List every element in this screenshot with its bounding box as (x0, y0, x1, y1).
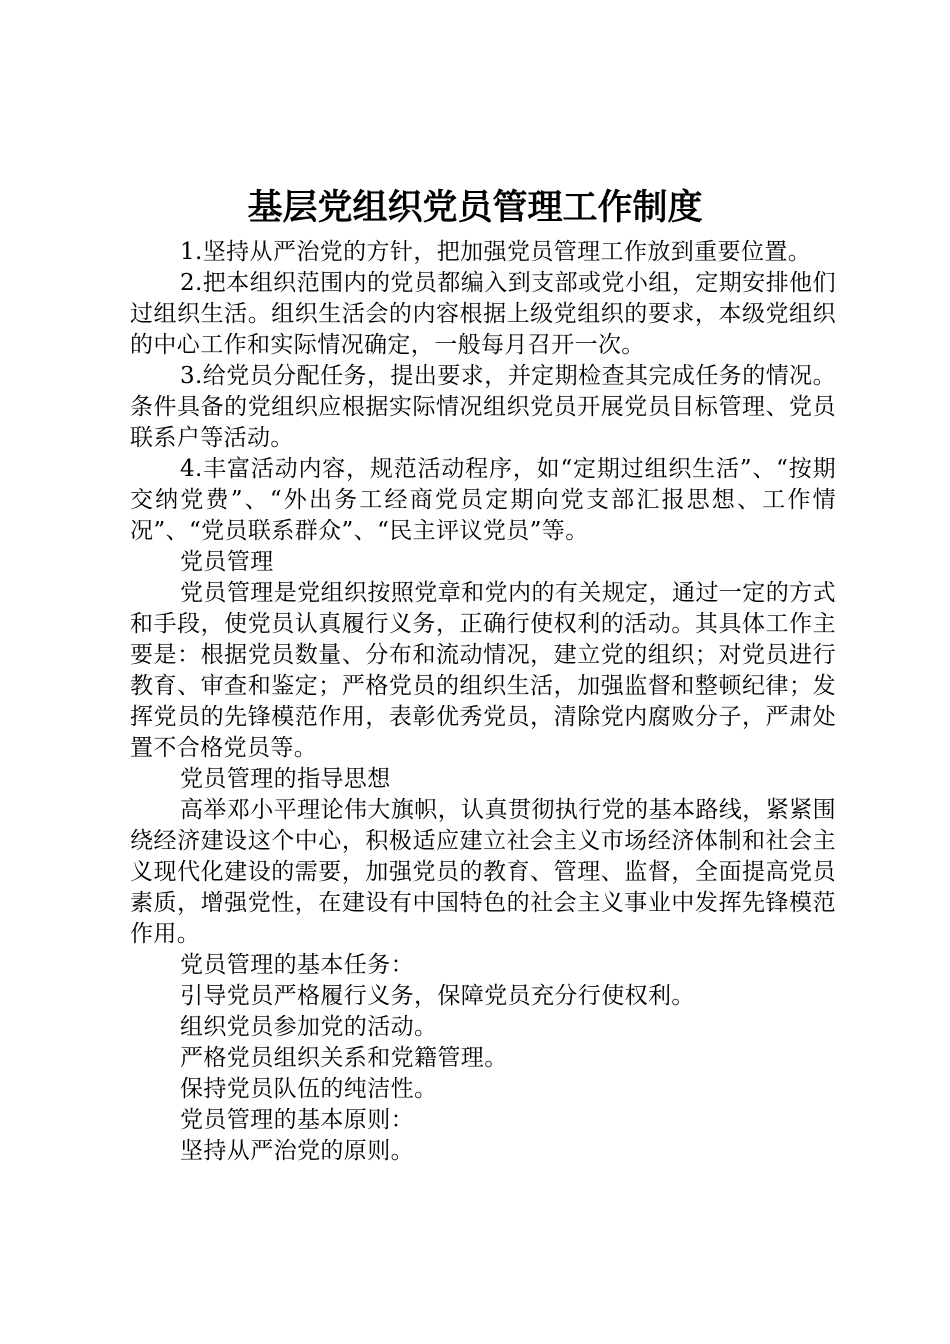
task-item-2: 组织党员参加党的活动。 (180, 1014, 438, 1040)
task-item-1: 引导党员严格履行义务，保障党员充分行使权利。 (180, 983, 695, 1009)
paragraph-1: 1.坚持从严治党的方针，把加强党员管理工作放到重要位置。 (180, 239, 812, 265)
document-title: 基层党组织党员管理工作制度 (247, 187, 703, 228)
principle-item-1: 坚持从严治党的原则。 (180, 1138, 414, 1164)
task-item-3: 严格党员组织关系和党籍管理。 (180, 1045, 508, 1071)
paragraph-guiding-ideology: 高举邓小平理论伟大旗帜，认真贯彻执行党的基本路线，紧紧围绕经济建设这个中心，积极适应建立社会主义市场经济体制和社会主义现代化建设的需要，加强党员的教育、管理、监督，全面提高党员素质，增强党性，在建设有中国特色的社会主义事业中发挥先锋模范作用。 (130, 797, 836, 947)
document-body (130, 237, 836, 1167)
section-heading-basic-tasks: 党员管理的基本任务： (180, 952, 414, 978)
section-heading-party-member-management: 党员管理 (180, 549, 274, 575)
paragraph-definition: 党员管理是党组织按照党章和党内的有关规定，通过一定的方式和手段，使党员认真履行义务，正确行使权利的活动。其具体工作主要是：根据党员数量、分布和流动情况，建立党的组织；对党员进行教育、审查和鉴定；严格党员的组织生活，加强监督和整顿纪律；发挥党员的先锋模范作用，表彰优秀党员，清除党内腐败分子，严肃处置不合格党员等。 (130, 580, 836, 761)
paragraph-3: 3.给党员分配任务，提出要求，并定期检查其完成任务的情况。条件具备的党组织应根据实际情况组织党员开展党员目标管理、党员联系户等活动。 (130, 363, 836, 451)
section-heading-guiding-ideology: 党员管理的指导思想 (180, 766, 391, 792)
paragraph-4: 4.丰富活动内容，规范活动程序，如“定期过组织生活”、“按期交纳党费”、“外出务工经商党员定期向党支部汇报思想、工作情况”、“党员联系群众”、“民主评议党员”等。 (130, 456, 836, 544)
task-item-4: 保持党员队伍的纯洁性。 (180, 1076, 438, 1102)
section-heading-basic-principles: 党员管理的基本原则： (180, 1107, 414, 1133)
paragraph-2: 2.把本组织范围内的党员都编入到支部或党小组，定期安排他们过组织生活。组织生活会的内容根据上级党组织的要求，本级党组织的中心工作和实际情况确定，一般每月召开一次。 (130, 270, 836, 358)
